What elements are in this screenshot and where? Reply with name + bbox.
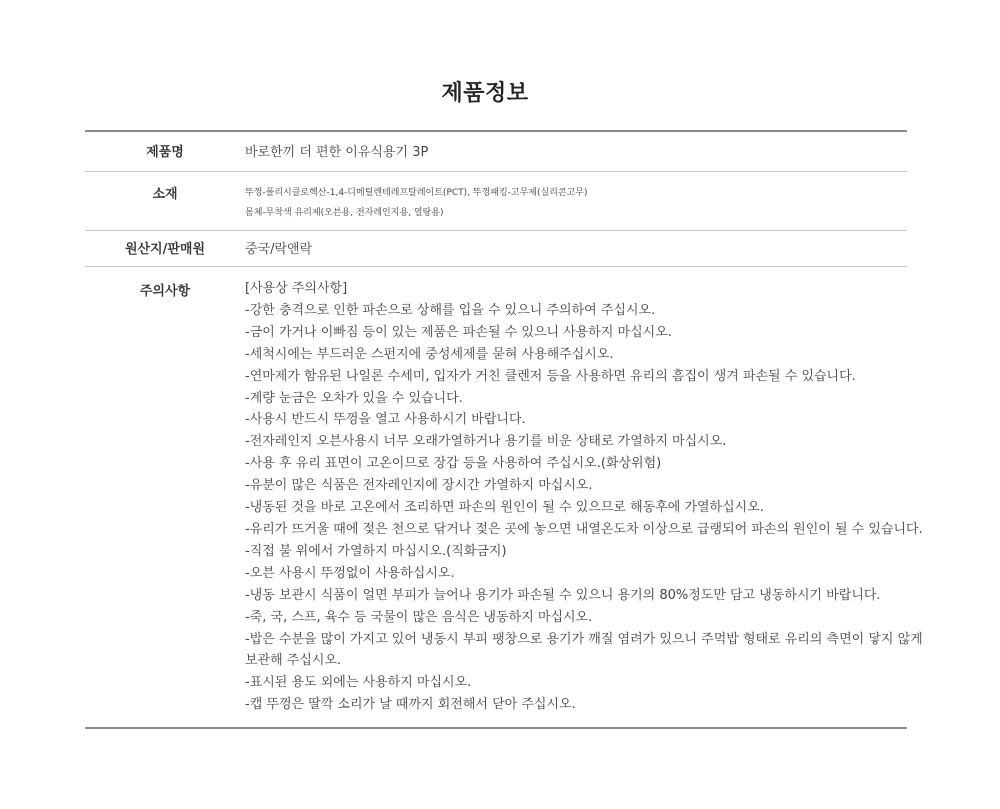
material-value bbox=[245, 172, 907, 230]
row-caution bbox=[85, 267, 923, 727]
caution-line: -유리가 뜨거울 때에 젖은 천으로 닦거나 젖은 곳에 놓으면 내열온도차 이상으로 급랭되어 파손의 원인이 될 수 있습니다. bbox=[245, 521, 923, 537]
caution-line: -냉동 보관시 식품이 얼면 부피가 늘어나 용기가 파손될 수 있으니 용기의 80%정도만 담고 냉동하시기 바랍니다. bbox=[245, 587, 881, 603]
caution-line: -오븐 사용시 뚜껑없이 사용하십시오. bbox=[245, 565, 455, 581]
caution-value bbox=[245, 267, 929, 727]
material-line: 몸체-무착색 유리제(오븐용, 전자레인지용, 열탕용) bbox=[245, 208, 444, 218]
caution-line: -직접 불 위에서 가열하지 마십시오.(직화금지) bbox=[245, 543, 507, 559]
caution-line: 보관해 주십시오. bbox=[245, 653, 342, 669]
row-product-name bbox=[85, 132, 907, 172]
material-line: 뚜껑-폴리시클로헥산-1,4-디메틸렌테레프탈레이트(PCT), 뚜껑패킹-고무제(실리콘고무) bbox=[245, 188, 588, 198]
caution-label: 주의사항 bbox=[139, 284, 191, 299]
origin-value: 중국/락앤락 bbox=[245, 242, 313, 257]
caution-line: -강한 충격으로 인한 파손으로 상해를 입을 수 있으니 주의하여 주십시오. bbox=[245, 302, 656, 318]
caution-line: -사용 후 유리 표면이 고온이므로 장갑 등을 사용하여 주십시오.(화상위험) bbox=[245, 456, 662, 472]
row-material bbox=[85, 172, 907, 231]
caution-line: -금이 가거나 이빠짐 등이 있는 제품은 파손될 수 있으니 사용하지 마십시오. bbox=[245, 324, 672, 340]
origin-label: 원산지/판매원 bbox=[124, 242, 206, 257]
caution-line: -계량 눈금은 오차가 있을 수 있습니다. bbox=[245, 390, 463, 406]
product-name-value: 바로한끼 더 편한 이유식용기 3P bbox=[245, 145, 429, 160]
product-name-label: 제품명 bbox=[146, 145, 184, 160]
caution-line: -캡 뚜껑은 딸깍 소리가 날 때까지 회전해서 닫아 주십시오. bbox=[245, 697, 576, 713]
caution-line: -밥은 수분을 많이 가지고 있어 냉동시 부피 팽창으로 용기가 깨질 염려가 있으니 주먹밥 형태로 유리의 측면이 닿지 않게 bbox=[245, 631, 923, 647]
page-title: 제품정보 bbox=[441, 81, 529, 106]
caution-header: [사용상 주의사항] bbox=[245, 281, 348, 296]
caution-line: -유분이 많은 식품은 전자레인지에 장시간 가열하지 마십시오. bbox=[245, 478, 593, 494]
product-info-table bbox=[85, 130, 923, 729]
row-origin bbox=[85, 231, 907, 267]
caution-line: -세척시에는 부드러운 스펀지에 중성세제를 묻혀 사용해주십시오. bbox=[245, 346, 614, 362]
material-label: 소재 bbox=[152, 187, 178, 202]
caution-line: -전자레인지 오븐사용시 너무 오래가열하거나 용기를 비운 상태로 가열하지 마십시오. bbox=[245, 434, 727, 450]
caution-line: -사용시 반드시 뚜껑을 열고 사용하시기 바랍니다. bbox=[245, 412, 526, 428]
caution-line: -죽, 국, 스프, 육수 등 국물이 많은 음식은 냉동하지 마십시오. bbox=[245, 609, 593, 625]
caution-line: -연마제가 함유된 나일론 수세미, 입자가 거친 클렌저 등을 사용하면 유리의 흠집이 생겨 파손될 수 있습니다. bbox=[245, 368, 856, 384]
caution-line: -냉동된 것을 바로 고온에서 조리하면 파손의 원인이 될 수 있으므로 해동후에 가열하십시오. bbox=[245, 500, 764, 516]
caution-line: -표시된 용도 외에는 사용하지 마십시오. bbox=[245, 675, 472, 691]
